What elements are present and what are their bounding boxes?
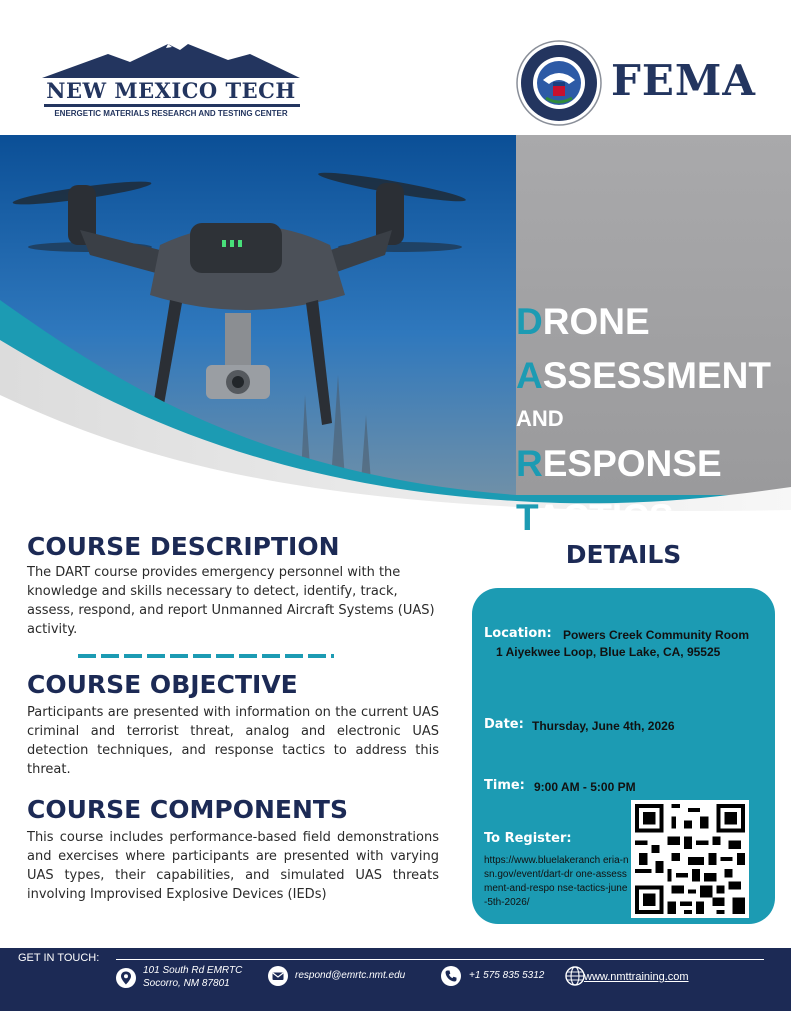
course-components-text: This course includes performance-based field demonstrations and exercises where participants are presented with varying UAS types, their capabilities, and simulated UAS threats involving Improvised Explosive Devices (IEDs) (27, 830, 439, 902)
title-line-tactics: TACTICS (516, 497, 674, 538)
nmt-name: NEW MEXICO TECH (46, 78, 296, 103)
header (0, 0, 791, 135)
location-address: 1 Aiyekwee Loop, Blue Lake, CA, 95525 (496, 645, 721, 659)
phone-icon (441, 966, 461, 986)
title-line-drone: DRONE (516, 301, 650, 342)
dhs-seal-icon (516, 40, 602, 126)
details-heading: DETAILS (565, 540, 682, 569)
fema-name: FEMA (611, 56, 756, 105)
mountain-logo-icon (38, 40, 304, 80)
location-venue: Powers Creek Community Room (563, 628, 750, 642)
course-description-heading: COURSE DESCRIPTION (27, 532, 340, 561)
globe-icon (565, 966, 585, 986)
footer-divider (116, 959, 764, 960)
qr-code-icon[interactable] (631, 800, 749, 918)
time-value: 9:00 AM - 5:00 PM (534, 780, 636, 794)
envelope-icon (268, 966, 288, 986)
get-in-touch-label: GET IN TOUCH: (18, 952, 100, 964)
phone-number[interactable]: +1 575 835 5312 (469, 970, 545, 981)
course-description-text: The DART course provides emergency personnel with the knowledge and skills necessary to detect, identify, track, assess, respond, and report Unmanned Aircraft Systems (UAS) activity. (27, 565, 435, 637)
location-label: Location: (484, 626, 552, 641)
website-link[interactable]: www.nmttraining.com (584, 971, 689, 983)
date-value: Thursday, June 4th, 2026 (532, 719, 675, 733)
new-mexico-tech-logo (38, 40, 304, 122)
nmt-subtitle: ENERGETIC MATERIALS RESEARCH AND TESTING CENTER (54, 109, 288, 118)
course-objective-heading: COURSE OBJECTIVE (27, 670, 298, 699)
register-label: To Register: (484, 831, 572, 846)
section-divider (78, 654, 334, 658)
hero-banner (0, 135, 791, 538)
course-components-heading: COURSE COMPONENTS (27, 795, 348, 824)
date-label: Date: (484, 717, 524, 732)
title-line-assessment: ASSESSMENT (516, 355, 771, 396)
register-url[interactable]: https://www.bluelakeranch eria-nsn.gov/event/dart-dr one-assessment-and-respo nse-tactics-june-5th-2026/ (484, 855, 629, 908)
title-line-and: AND (516, 406, 564, 431)
time-label: Time: (484, 778, 525, 793)
details-panel (472, 588, 775, 924)
address-text: 101 South Rd EMRTC Socorro, NM 87801 (143, 965, 243, 989)
course-title (516, 303, 791, 536)
nmt-divider (44, 104, 300, 107)
course-objective-text: Participants are presented with information on the current UAS criminal and terrorist threat, analog and electronic UAS detection techniques, and response tactics to address this threat. (27, 705, 439, 777)
map-pin-icon (116, 968, 136, 988)
footer (0, 948, 791, 1011)
email-link[interactable]: respond@emrtc.nmt.edu (295, 970, 406, 981)
title-line-response: RESPONSE (516, 443, 722, 484)
